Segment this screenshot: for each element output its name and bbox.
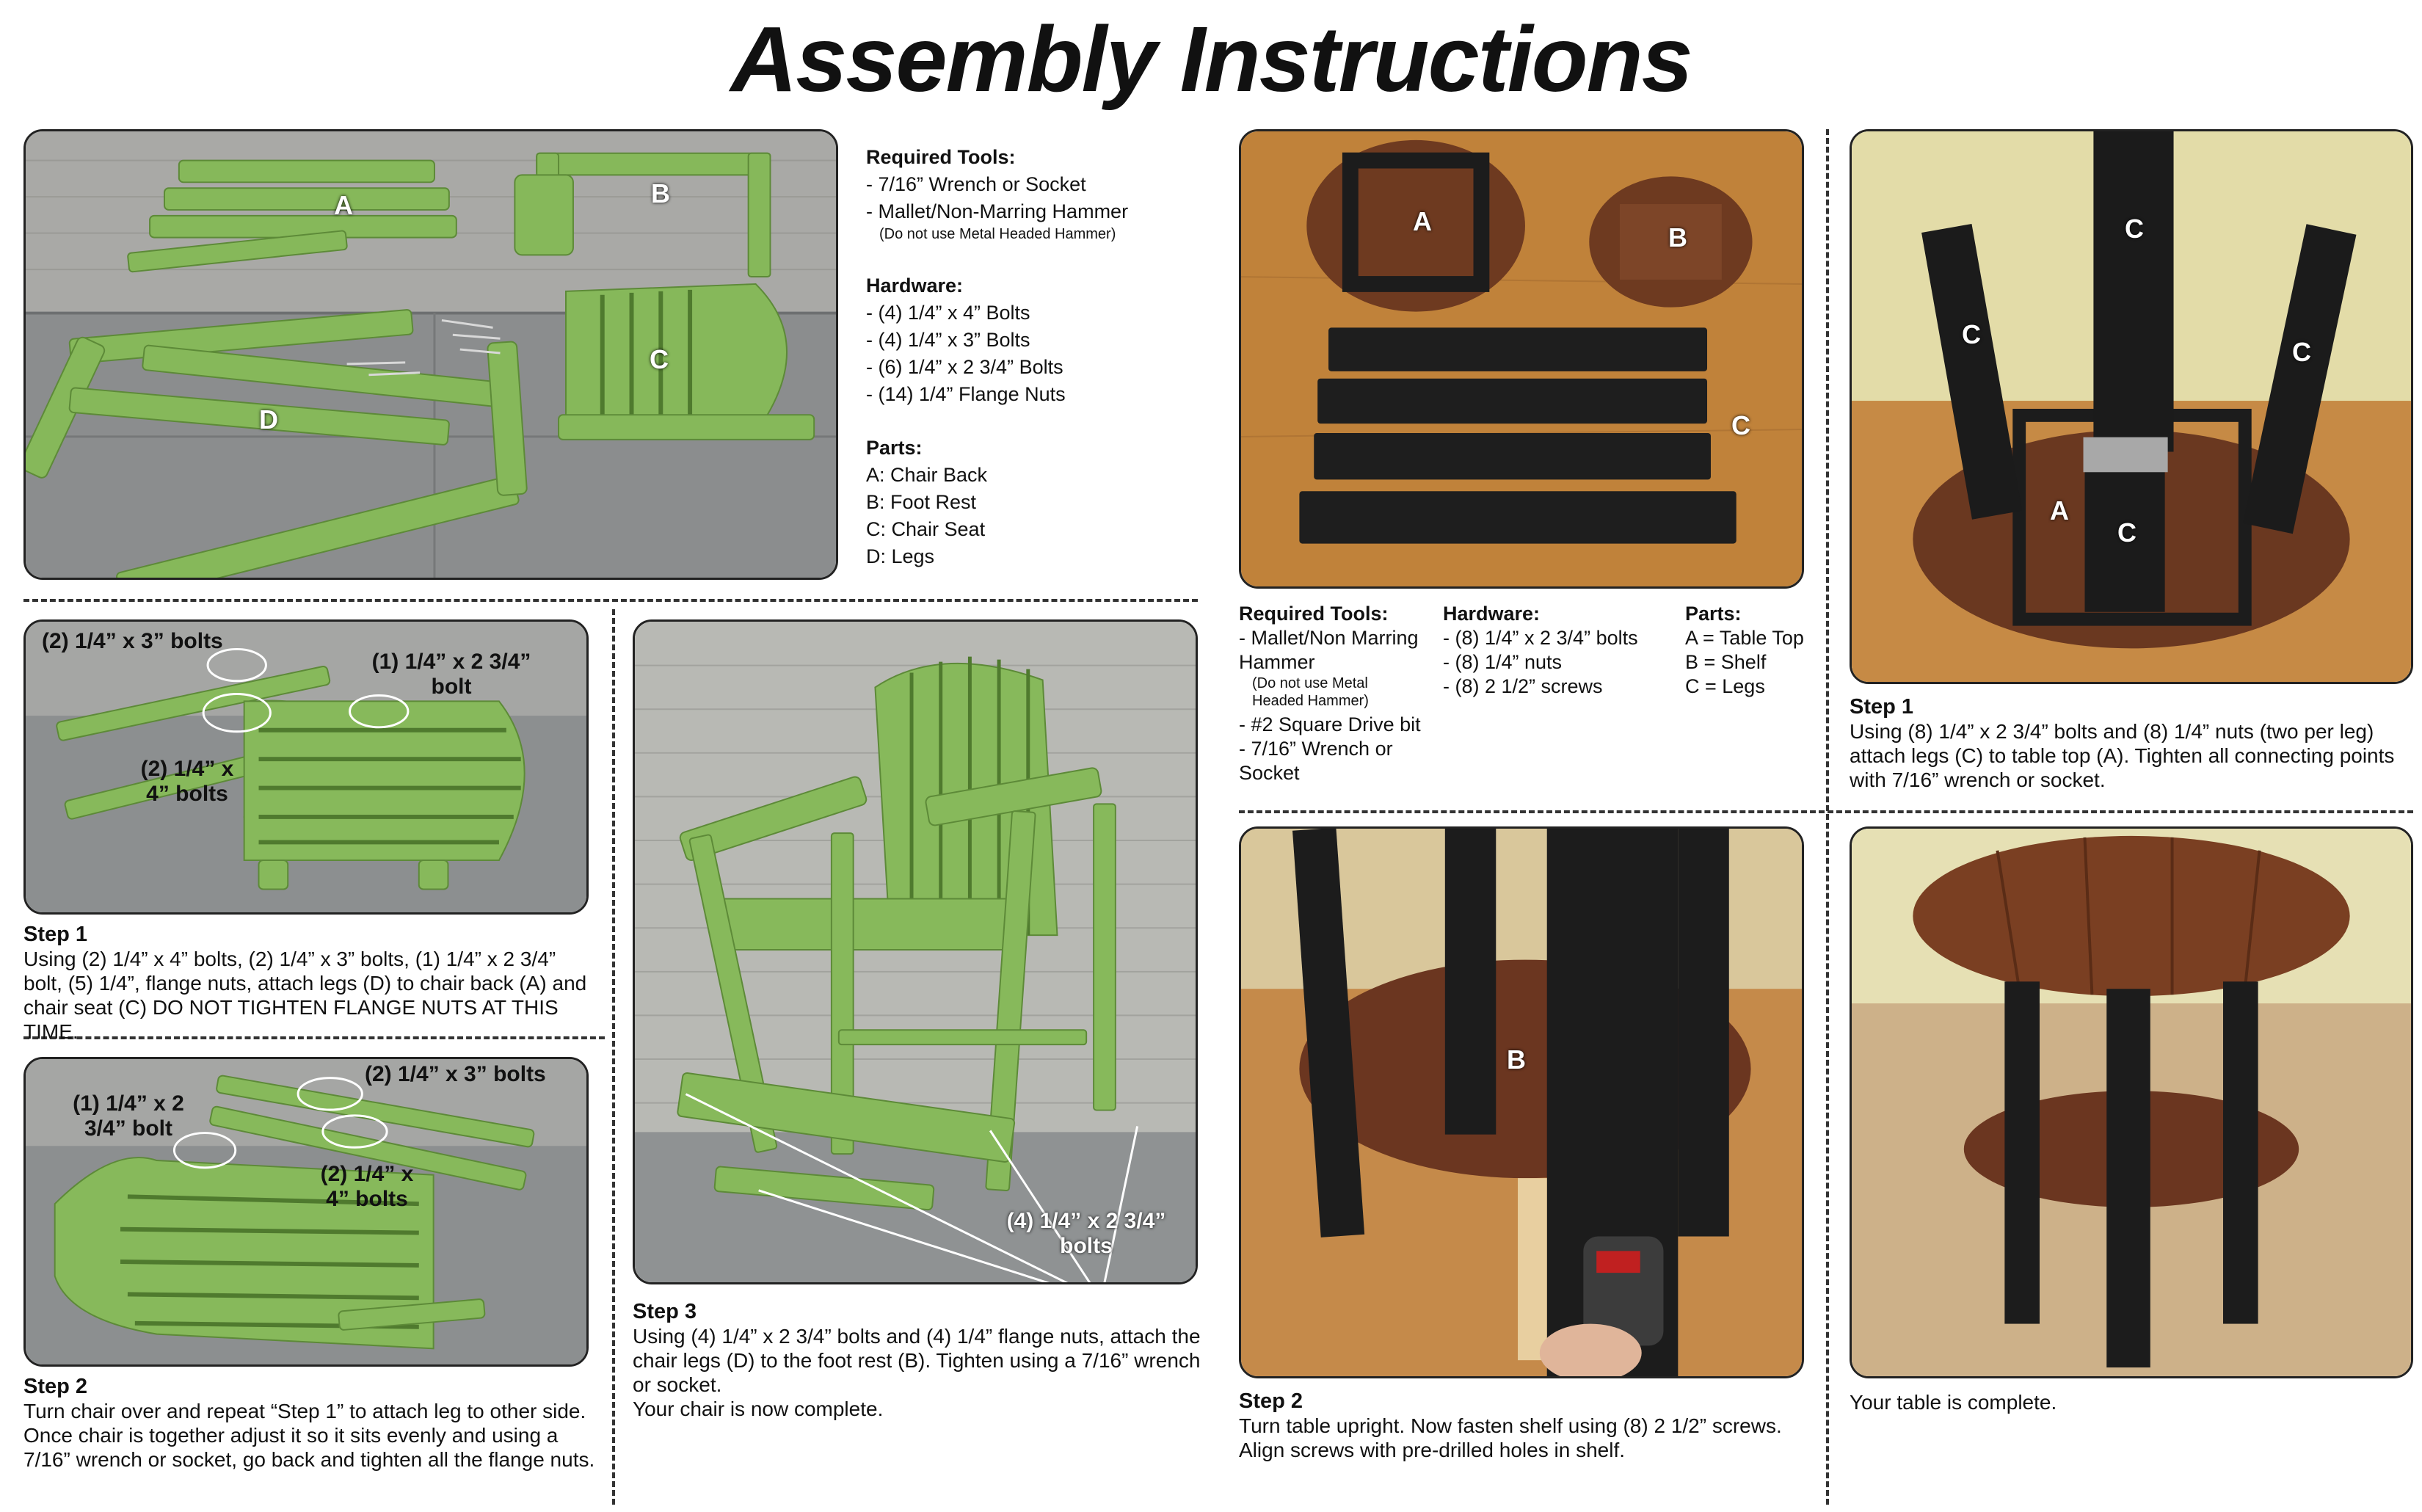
chair-step1-photo xyxy=(23,619,589,915)
chair-step3-caption xyxy=(633,1299,1205,1421)
chair-step1-text: Using (2) 1/4” x 4” bolts, (2) 1/4” x 3” bolts, (1) 1/4” x 2 3/4” bolt, (5) 1/4”, flange nuts, attach legs (D) to chair back (A) and chair seat (C) DO NOT TIGHTEN FLANGE NUTS AT THIS TIME. xyxy=(23,948,587,1043)
table-step1-label-a: A xyxy=(2050,495,2069,526)
chair-step2-annotation-3in: (2) 1/4” x 3” bolts xyxy=(365,1062,546,1086)
table-step2-photo xyxy=(1239,826,1804,1378)
table-hardware-item: - (8) 2 1/2” screws xyxy=(1443,675,1603,697)
table-parts-list xyxy=(1685,602,1825,699)
chair-materials-list xyxy=(866,144,1204,570)
table-part-item: C = Legs xyxy=(1685,675,1765,697)
table-step2-label-b: B xyxy=(1507,1044,1526,1075)
chair-step2-heading: Step 2 xyxy=(23,1375,88,1398)
table-tools-heading: Required Tools: xyxy=(1239,603,1389,625)
table-part-label-a: A xyxy=(1413,206,1432,236)
chair-step2-photo xyxy=(23,1057,589,1367)
chair-tool-note: (Do not use Metal Headed Hammer) xyxy=(879,226,1116,242)
table-step1-label-c-left: C xyxy=(1962,319,1981,349)
table-step1-text: Using (8) 1/4” x 2 3/4” bolts and (8) 1/4” nuts (two per leg) attach legs (C) to table top (A). Tighten all connecting points with 7/16” wrench or socket. xyxy=(1850,720,2395,791)
table-hardware-heading: Hardware: xyxy=(1443,603,1541,625)
chair-tools-heading: Required Tools: xyxy=(866,146,1016,168)
chair-step2-caption xyxy=(23,1374,596,1472)
table-tool-note: (Do not use Metal Headed Hammer) xyxy=(1252,675,1369,709)
chair-part-item: B: Foot Rest xyxy=(866,491,977,513)
chair-step1-annotation-4in: (2) 1/4” x 4” bolts xyxy=(140,757,234,806)
table-complete-text: Your table is complete. xyxy=(1850,1391,2057,1414)
chair-parts-heading: Parts: xyxy=(866,437,923,459)
chair-part-label-c: C xyxy=(650,344,669,374)
chair-part-label-a: A xyxy=(334,190,353,220)
chair-step3-annotation: (4) 1/4” x 2 3/4” bolts xyxy=(1006,1209,1166,1258)
table-step2-text: Turn table upright. Now fasten shelf using (8) 2 1/2” screws. Align screws with pre-drilled holes in shelf. xyxy=(1239,1414,1782,1461)
chair-part-item: A: Chair Back xyxy=(866,464,988,486)
table-part-item: B = Shelf xyxy=(1685,651,1767,673)
section-divider xyxy=(1826,129,1829,1505)
chair-step1-heading: Step 1 xyxy=(23,923,88,946)
table-step2-heading: Step 2 xyxy=(1239,1389,1303,1413)
chair-hardware-item: - (6) 1/4” x 2 3/4” Bolts xyxy=(866,356,1063,378)
chair-tool-item: - Mallet/Non-Marring Hammer xyxy=(866,200,1129,222)
table-step1-label-c-top: C xyxy=(2125,214,2144,244)
chair-parts-photo xyxy=(23,129,838,580)
section-divider xyxy=(23,599,1198,602)
chair-step2-annotation-4in: (2) 1/4” x 4” bolts xyxy=(320,1162,414,1211)
chair-part-label-d: D xyxy=(259,404,278,435)
page-title: Assembly Instructions xyxy=(730,7,1692,111)
table-complete-caption xyxy=(1850,1390,2415,1414)
table-step1-photo xyxy=(1850,129,2413,684)
table-tool-item: - #2 Square Drive bit xyxy=(1239,713,1421,735)
chair-hardware-item: - (4) 1/4” x 4” Bolts xyxy=(866,302,1030,324)
table-complete-photo xyxy=(1850,826,2413,1378)
chair-step1-caption xyxy=(23,922,596,1044)
table-parts-photo xyxy=(1239,129,1804,589)
table-part-item: A = Table Top xyxy=(1685,627,1804,649)
table-hardware-item: - (8) 1/4” x 2 3/4” bolts xyxy=(1443,627,1638,649)
chair-step3-heading: Step 3 xyxy=(633,1300,697,1323)
table-step1-label-c-bottom: C xyxy=(2117,517,2136,548)
table-hardware-item: - (8) 1/4” nuts xyxy=(1443,651,1563,673)
chair-part-label-b: B xyxy=(651,178,670,208)
table-step2-caption xyxy=(1239,1389,1811,1462)
chair-step2-text: Turn chair over and repeat “Step 1” to attach leg to other side. Once chair is together adjust it so it sits evenly and using a 7/16” wrench or socket, go back and tighten all the flange nuts. xyxy=(23,1400,595,1471)
chair-hardware-heading: Hardware: xyxy=(866,275,964,297)
chair-complete-text: Your chair is now complete. xyxy=(633,1397,884,1420)
section-divider xyxy=(612,609,615,1505)
chair-part-item: C: Chair Seat xyxy=(866,518,986,540)
chair-part-item: D: Legs xyxy=(866,545,935,567)
table-part-label-c: C xyxy=(1731,410,1750,440)
section-divider xyxy=(1239,810,2413,813)
chair-tool-item: - 7/16” Wrench or Socket xyxy=(866,173,1086,195)
chair-step1-annotation-3in: (2) 1/4” x 3” bolts xyxy=(42,629,223,653)
table-hardware-list xyxy=(1443,602,1678,699)
chair-hardware-item: - (4) 1/4” x 3” Bolts xyxy=(866,329,1030,351)
chair-step3-photo xyxy=(633,619,1198,1284)
table-tools-list xyxy=(1239,602,1437,785)
table-step1-label-c-right: C xyxy=(2292,337,2311,367)
chair-step1-annotation-2-3-4in: (1) 1/4” x 2 3/4” bolt xyxy=(371,650,531,699)
table-step1-heading: Step 1 xyxy=(1850,695,1914,719)
table-tool-item: - Mallet/Non Marring Hammer xyxy=(1239,627,1419,673)
table-parts-heading: Parts: xyxy=(1685,603,1742,625)
chair-hardware-item: - (14) 1/4” Flange Nuts xyxy=(866,383,1066,405)
table-tool-item: - 7/16” Wrench or Socket xyxy=(1239,738,1393,784)
chair-step2-annotation-2-3-4in: (1) 1/4” x 2 3/4” bolt xyxy=(73,1091,184,1141)
table-step1-caption xyxy=(1850,694,2415,792)
table-part-label-b: B xyxy=(1668,222,1687,252)
chair-step3-text: Using (4) 1/4” x 2 3/4” bolts and (4) 1/4” flange nuts, attach the chair legs (D) to the foot rest (B). Tighten using a 7/16” wrench or socket. xyxy=(633,1325,1201,1396)
